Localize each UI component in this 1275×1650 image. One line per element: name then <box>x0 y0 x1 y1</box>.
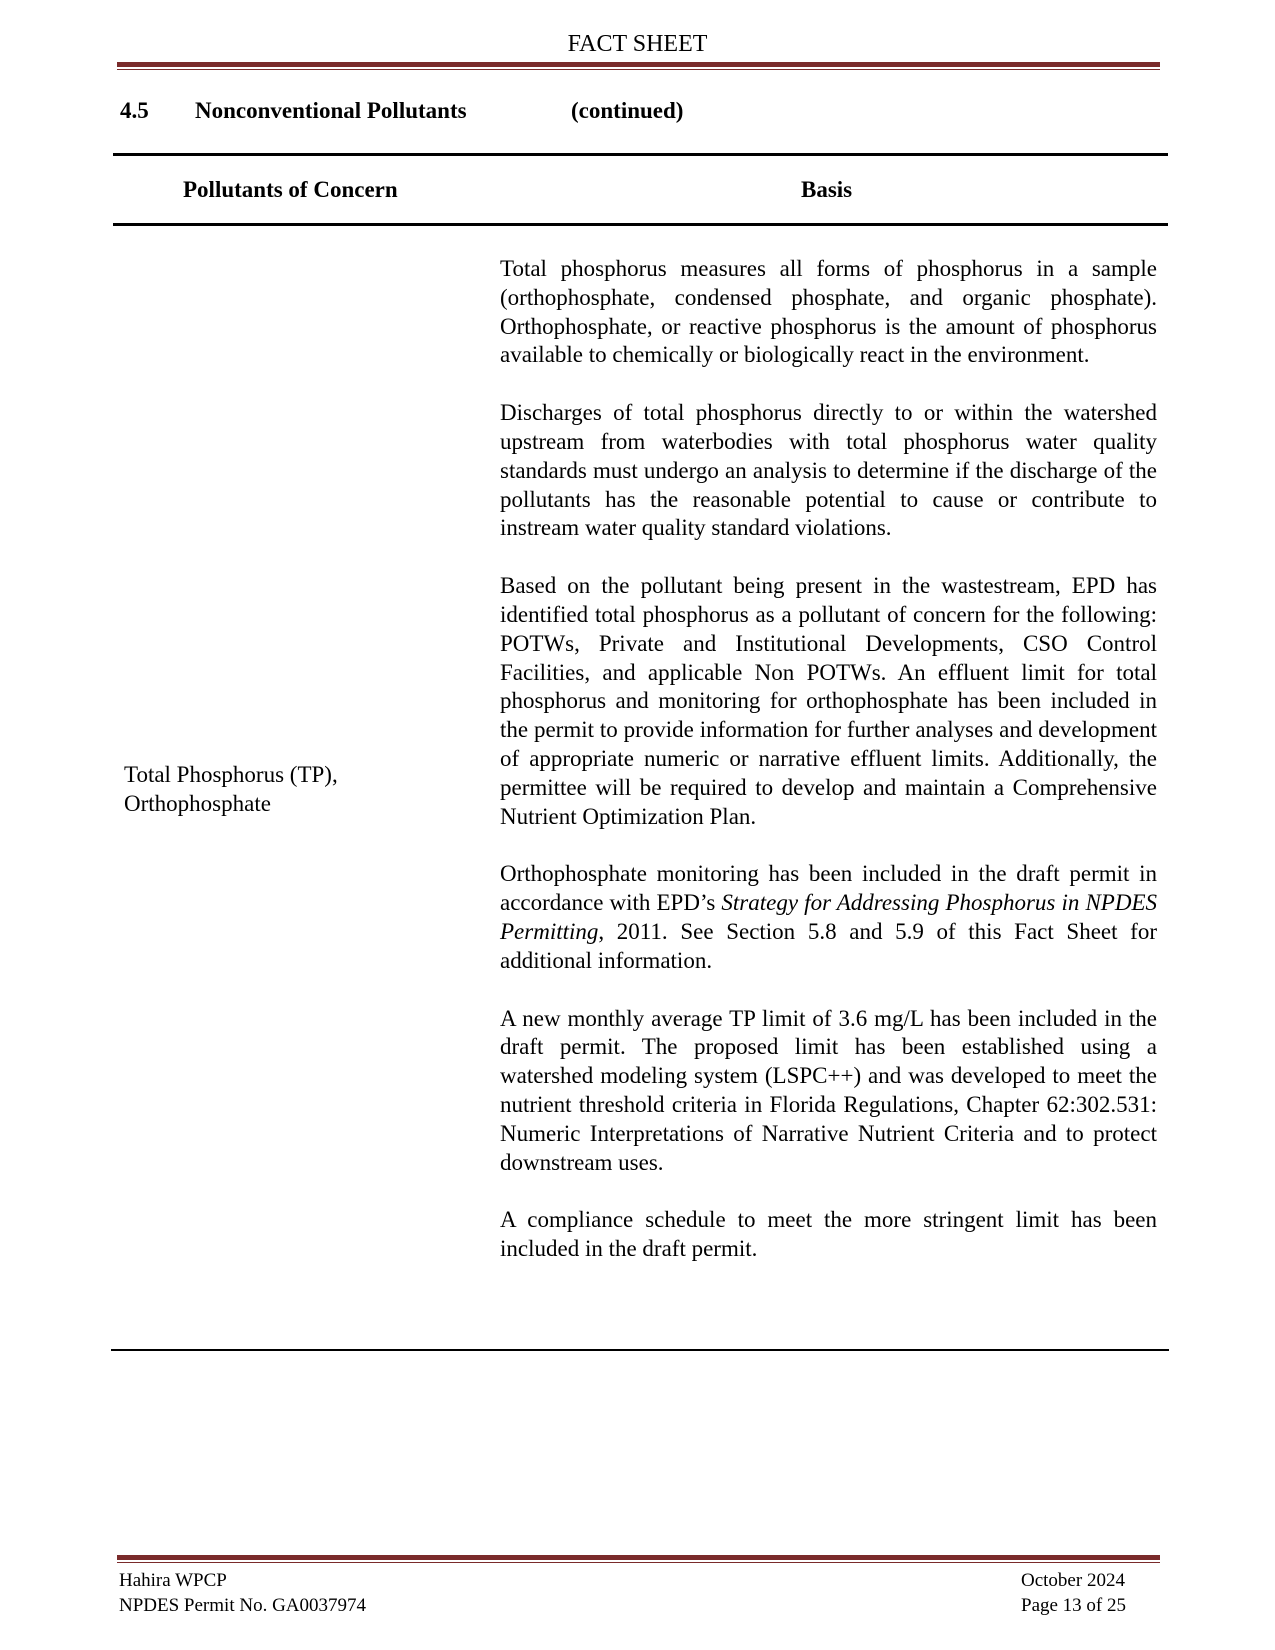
column-header-pollutants: Pollutants of Concern <box>183 177 398 202</box>
table-top-rule <box>113 153 1168 156</box>
citation-tail: , 2011. See Section 5.8 and 5.9 of this Fact Sheet for additional information. <box>500 918 1157 973</box>
citation-lead: Orthophosphate monitoring has been included in the draft permit in accordance with EPD’s <box>500 861 1157 916</box>
footer-date: October 2024 <box>1021 1570 1125 1591</box>
footer-page-number: Page 13 of 25 <box>1021 1595 1127 1616</box>
basis-paragraph: A new monthly average TP limit of 3.6 mg/L has been included in the draft permit. The proposed limit has been established using a watershed modeling system (LSPC++) and was developed to meet the nutrient threshold criteria in Florida Regulations, Chapter 62:302.531: Numeric Interpretations of Narrative Nutrient Criteria and to protect downstream uses. <box>500 1005 1157 1175</box>
table-header-rule <box>113 223 1168 226</box>
basis-paragraph: Total phosphorus measures all forms of phosphorus in a sample (orthophosphate, condensed phosphate, and organic phosphate). Orthophosphate, or reactive phosphorus is the amount of phosphorus available to chemically or biologically react in the environment. <box>500 256 1157 368</box>
pollutant-name: Total Phosphorus (TP), <box>124 762 338 787</box>
footer-right <box>1021 1568 1126 1618</box>
section-continued: (continued) <box>571 98 684 123</box>
basis-paragraph: A compliance schedule to meet the more stringent limit has been included in the draft permit. <box>500 1207 1157 1262</box>
basis-paragraph-citation <box>500 860 1157 975</box>
pollutant-cell <box>124 760 454 818</box>
footer-facility: Hahira WPCP <box>119 1570 227 1591</box>
table-bottom-rule <box>111 1349 1169 1351</box>
footer-permit-number: NPDES Permit No. GA0037974 <box>119 1595 367 1616</box>
footer-left <box>119 1568 366 1618</box>
header-rule <box>117 62 1160 67</box>
section-title: Nonconventional Pollutants <box>195 98 467 123</box>
footer-rule <box>117 1555 1160 1560</box>
page-header-title: FACT SHEET <box>567 31 708 57</box>
basis-paragraph: Based on the pollutant being present in the wastestream, EPD has identified total phosphorus as a pollutant of concern for the following: POTWs, Private and Institutional Developments, CSO Control Facilities, and applicable Non POTWs. An effluent limit for total phosphorus and monitoring for orthophosphate has been included in the permit to provide information for further analyses and development of appropriate numeric or narrative effluent limits. Additionally, the permittee will be required to develop and maintain a Comprehensive Nutrient Optimization Plan. <box>500 573 1157 829</box>
section-number: 4.5 <box>120 98 149 123</box>
citation-title: Strategy for Addressing Phosphorus in NPDES Permitting <box>500 890 1158 944</box>
column-header-basis: Basis <box>801 177 853 202</box>
basis-paragraph: Discharges of total phosphorus directly to or within the watershed upstream from waterbodies with total phosphorus water quality standards must undergo an analysis to determine if the discharge of the pollutants has the reasonable potential to cause or contribute to instream water quality standard violations. <box>500 400 1157 541</box>
basis-cell <box>500 255 1157 1293</box>
footer-rule-thin <box>117 1562 1160 1563</box>
header-rule-thin <box>117 69 1160 70</box>
pollutant-name-cont: Orthophosphate <box>124 791 271 816</box>
